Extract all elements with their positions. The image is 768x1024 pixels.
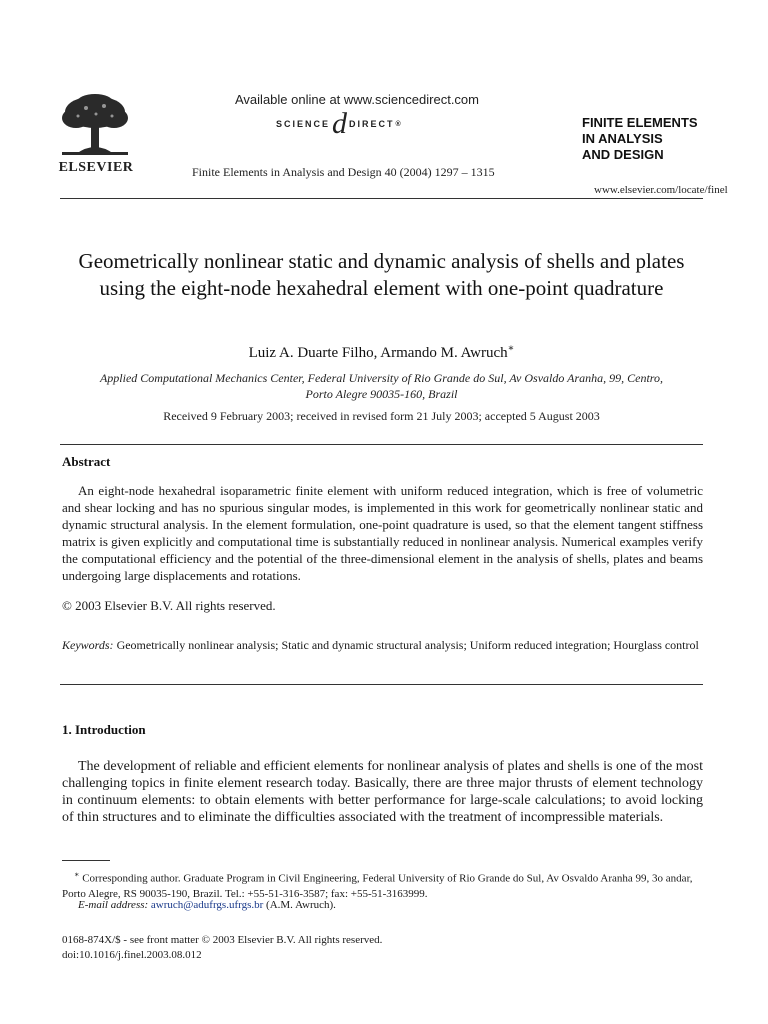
footnote-text: Corresponding author. Graduate Program in Civil Engineering, Federal University of Rio Grande do Sul, Av Osvaldo Aranha 99, 3o andar, Porto Alegre, RS 90035-190, Brazil. Tel.: +55-51-316-3587; fax: +55-51-3163999. — [62, 872, 693, 900]
elsevier-tree-logo — [56, 94, 134, 156]
section-heading-introduction: 1. Introduction — [62, 722, 146, 737]
journal-brand-line: AND DESIGN — [582, 147, 664, 162]
footnote-rule — [62, 860, 110, 861]
article-authors — [60, 343, 703, 362]
abstract-text: An eight-node hexahedral isoparametric finite element with uniform reduced integration, which is free of volumetric and shear locking and has no spurious singular modes, is implemented in this work for geometrically nonlinear static and dynamic structural analysis. In the element formulation, one-point quadrature is used, so that the element tangent stiffness matrix is given explicitly and computational time is substantially reduced in nonlinear analysis. Numerical examples verify the computational efficiency and the potential of the three-dimensional element in the analysis of shells, plates and beams undergoing large displacements and rotations. — [62, 483, 703, 583]
sd-at-icon: d — [332, 107, 348, 140]
journal-brand-line: IN ANALYSIS — [582, 131, 663, 146]
front-matter — [62, 933, 382, 963]
received-dates: Received 9 February 2003; received in revised form 21 July 2003; accepted 5 August 2003 — [163, 409, 600, 423]
email-link[interactable]: awruch@adufrgs.ufrgs.br — [150, 899, 264, 911]
journal-brand — [582, 115, 698, 163]
footnote — [62, 867, 703, 902]
email-suffix: (A.M. Awruch). — [266, 899, 336, 911]
affiliation-line: Porto Alegre 90035-160, Brazil — [305, 387, 458, 401]
sd-right-text: DIRECT — [349, 119, 395, 129]
introduction-text: The development of reliable and efficient elements for nonlinear analysis of plates and shells is one of the most challenging topics in finite element research today. Basically, there are three major thrusts of element technology in continuum elements: to obtain elements with better performance for large-scale calculations; to avoid locking of thin structures and to eliminate the difficulties associated with the treatment of incompressible materials. — [62, 759, 703, 825]
sciencedirect-logo — [276, 107, 401, 140]
abstract-bottom-rule — [60, 684, 703, 685]
keywords-label: Keywords: — [62, 638, 114, 652]
sd-mark: ® — [395, 120, 401, 128]
keywords — [62, 637, 703, 653]
abstract-top-rule — [60, 444, 703, 445]
journal-url[interactable]: www.elsevier.com/locate/finel — [594, 184, 728, 196]
doi-line[interactable]: doi:10.1016/j.finel.2003.08.012 — [62, 949, 202, 961]
sd-left-text: SCIENCE — [276, 119, 331, 129]
keywords-text: Geometrically nonlinear analysis; Static and dynamic structural analysis; Uniform reduced integration; Hourglass control — [116, 638, 699, 652]
journal-reference: Finite Elements in Analysis and Design 40 (2004) 1297 – 1315 — [192, 165, 495, 179]
email-label: E-mail address: — [78, 899, 149, 911]
journal-brand-line: FINITE ELEMENTS — [582, 115, 698, 130]
footnote-mark: ∗ — [74, 870, 80, 879]
header-rule — [60, 198, 703, 199]
author-names: Luiz A. Duarte Filho, Armando M. Awruch — [248, 345, 508, 361]
available-online-text: Available online at www.sciencedirect.com — [235, 92, 479, 107]
front-matter-line: 0168-874X/$ - see front matter © 2003 Elsevier B.V. All rights reserved. — [62, 934, 383, 946]
footnote-email — [78, 899, 336, 911]
author-footnote-mark[interactable]: ∗ — [507, 343, 515, 354]
affiliation-line: Applied Computational Mechanics Center, Federal University of Rio Grande do Sul, Av Osvaldo Aranha, 99, Centro, — [99, 371, 664, 385]
author-affiliation — [60, 370, 703, 402]
abstract-heading: Abstract — [62, 454, 111, 469]
article-title: Geometrically nonlinear static and dynamic analysis of shells and plates using the eight-node hexahedral element with one-point quadrature — [78, 249, 685, 300]
abstract-copyright: © 2003 Elsevier B.V. All rights reserved. — [62, 598, 276, 613]
publisher-name: ELSEVIER — [58, 160, 134, 175]
